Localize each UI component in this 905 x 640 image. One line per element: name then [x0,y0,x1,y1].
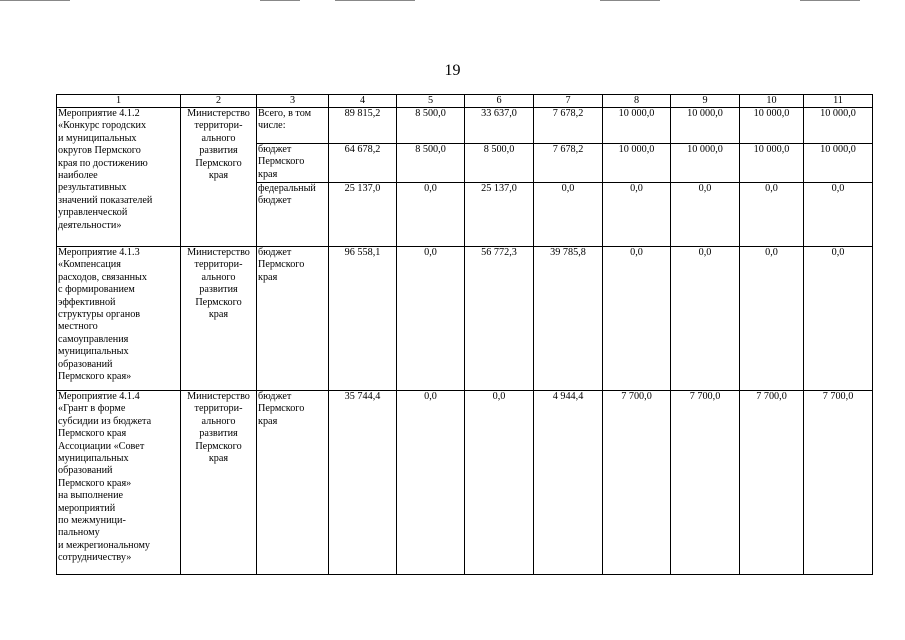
executor-cell [181,391,257,575]
event-name-cell-line: и межрегиональному [58,539,151,551]
col-header-10: 10 [740,95,804,108]
executor-cell [181,247,257,391]
executor-cell-line: Пермского [195,296,242,308]
amount-cell: 10 000,0 [740,144,804,183]
amount-cell: 0,0 [465,391,534,575]
amount-cell: 0,0 [397,183,465,247]
amount-cell: 0,0 [804,247,873,391]
amount-cell: 10 000,0 [804,108,873,144]
amount-cell: 8 500,0 [465,144,534,183]
executor-cell-line: Пермского [195,157,242,169]
header-row [57,95,873,108]
executor-cell-line: развития [199,428,238,440]
col-header-2: 2 [181,95,257,108]
event-name-cell-line: структуры органов [58,309,141,321]
amount-cell: 7 700,0 [804,391,873,575]
event-name-cell-line: образований [58,465,113,477]
col-header-6: 6 [465,95,534,108]
event-name-cell-line: субсидии из бюджета [58,415,152,427]
funding-source-cell [257,144,329,183]
budget-table [56,94,873,575]
executor-cell-line: Министерство [187,391,250,402]
executor-cell-line: ального [201,132,236,144]
col-header-8: 8 [603,95,671,108]
amount-cell: 0,0 [740,183,804,247]
event-name-cell-line: Пермского края» [58,371,132,383]
funding-source-cell-line: бюджет [258,391,292,402]
event-name-cell-line: расходов, связанных [58,271,147,283]
col-header-1: 1 [57,95,181,108]
event-name-cell-line: наиболее [58,170,98,182]
amount-cell: 33 637,0 [465,108,534,144]
amount-cell: 25 137,0 [329,183,397,247]
amount-cell: 7 678,2 [534,108,603,144]
funding-source-cell [257,391,329,575]
event-name-cell-line: самоуправления [58,333,129,345]
table-body [57,95,873,575]
event-name-cell-line: Ассоциации «Совет [58,440,145,452]
executor-cell-line: территори- [194,403,243,415]
executor-cell-line: Министерство [187,108,250,119]
col-header-11: 11 [804,95,873,108]
col-header-7: 7 [534,95,603,108]
table-row [57,108,873,144]
executor-cell-line: края [208,309,229,321]
amount-cell: 0,0 [740,247,804,391]
executor-cell [181,108,257,247]
table-row [57,247,873,391]
funding-source-cell-line: Пермского [258,259,305,271]
executor-cell-line: развития [199,284,238,296]
event-name-cell-line: муниципальных [58,453,129,465]
event-name-cell-line: мероприятий [58,502,116,514]
amount-cell: 10 000,0 [671,144,740,183]
page-top-edge [0,0,905,2]
funding-source-cell-line: края [258,415,278,427]
event-name-cell-line: местного [58,321,98,333]
amount-cell: 0,0 [397,391,465,575]
funding-source-cell-line: края [258,168,278,180]
funding-source-cell-line: края [258,271,278,283]
amount-cell: 10 000,0 [804,144,873,183]
amount-cell: 56 772,3 [465,247,534,391]
amount-cell: 39 785,8 [534,247,603,391]
page-number: 19 [444,62,461,79]
executor-cell-line: края [208,170,229,182]
event-name-cell-line: Мероприятие 4.1.3 [58,247,140,258]
executor-cell-line: территори- [194,259,243,271]
funding-source-cell-line: Пермского [258,156,305,168]
event-name-cell-line: края по достижению [58,157,148,169]
event-name-cell-line: значений показателей [58,194,153,206]
amount-cell: 10 000,0 [671,108,740,144]
funding-source-cell [257,183,329,247]
executor-cell-line: развития [199,145,238,157]
amount-cell: 8 500,0 [397,144,465,183]
amount-cell: 10 000,0 [603,144,671,183]
event-name-cell-line: Мероприятие 4.1.4 [58,391,140,402]
amount-cell: 0,0 [603,247,671,391]
funding-source-cell-line: Всего, в том [258,108,312,119]
event-name-cell-line: на выполнение [58,490,124,502]
event-name-cell-line: Пермского края» [58,477,132,489]
funding-source-cell-line: числе: [258,120,286,132]
funding-source-cell [257,247,329,391]
funding-source-cell-line: бюджет [258,144,292,155]
col-header-9: 9 [671,95,740,108]
executor-cell-line: края [208,453,229,465]
funding-source-cell [257,108,329,144]
funding-source-cell-line: федеральный [258,183,316,194]
amount-cell: 0,0 [534,183,603,247]
event-name-cell-line: по межмуници- [58,515,126,527]
event-name-cell-line: Мероприятие 4.1.2 [58,108,140,119]
amount-cell: 0,0 [397,247,465,391]
amount-cell: 7 678,2 [534,144,603,183]
event-name-cell-line: муниципальных [58,346,129,358]
event-name-cell-line: округов Пермского [58,145,141,157]
amount-cell: 7 700,0 [671,391,740,575]
funding-source-cell-line: Пермского [258,403,305,415]
event-name-cell [57,247,181,391]
amount-cell: 64 678,2 [329,144,397,183]
event-name-cell-line: деятельности» [58,219,122,231]
event-name-cell-line: эффективной [58,296,116,308]
amount-cell: 4 944,4 [534,391,603,575]
executor-cell-line: ального [201,415,236,427]
funding-source-cell-line: бюджет [258,195,292,207]
executor-cell-line: Пермского [195,440,242,452]
event-name-cell-line: образований [58,358,113,370]
event-name-cell-line: Пермского края [58,428,127,440]
event-name-cell [57,108,181,247]
amount-cell: 0,0 [603,183,671,247]
event-name-cell [57,391,181,575]
amount-cell: 7 700,0 [740,391,804,575]
amount-cell: 0,0 [804,183,873,247]
event-name-cell-line: сотрудничеству» [58,552,132,564]
col-header-4: 4 [329,95,397,108]
amount-cell: 7 700,0 [603,391,671,575]
executor-cell-line: территори- [194,120,243,132]
amount-cell: 10 000,0 [603,108,671,144]
funding-source-cell-line: бюджет [258,247,292,258]
event-name-cell-line: «Компенсация [58,259,121,271]
executor-cell-line: Министерство [187,247,250,258]
amount-cell: 8 500,0 [397,108,465,144]
table-row [57,391,873,575]
amount-cell: 89 815,2 [329,108,397,144]
amount-cell: 25 137,0 [465,183,534,247]
col-header-5: 5 [397,95,465,108]
event-name-cell-line: с формированием [58,284,135,296]
amount-cell: 10 000,0 [740,108,804,144]
amount-cell: 35 744,4 [329,391,397,575]
amount-cell: 0,0 [671,247,740,391]
event-name-cell-line: управленческой [58,207,128,219]
event-name-cell-line: пальному [58,527,100,539]
event-name-cell-line: и муниципальных [58,132,137,144]
event-name-cell-line: «Конкурс городских [58,120,147,132]
amount-cell: 96 558,1 [329,247,397,391]
col-header-3: 3 [257,95,329,108]
event-name-cell-line: результативных [58,182,127,194]
event-name-cell-line: «Грант в форме [58,403,126,415]
executor-cell-line: ального [201,271,236,283]
amount-cell: 0,0 [671,183,740,247]
